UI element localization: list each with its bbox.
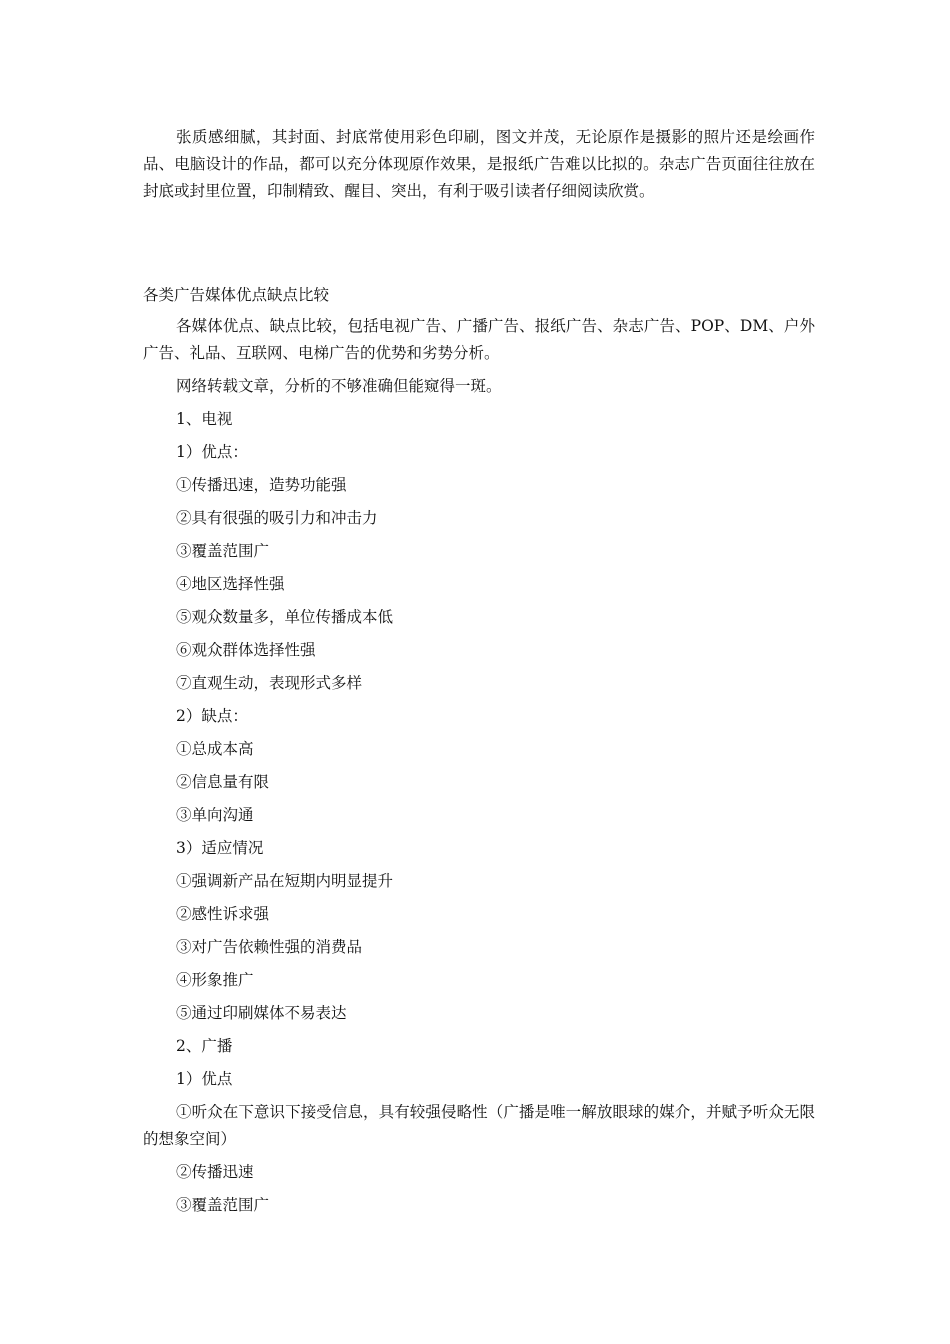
list-item: ⑦直观生动，表现形式多样 bbox=[176, 674, 363, 692]
list-subheading: 3）适应情况 bbox=[176, 839, 264, 857]
list-item: ②具有很强的吸引力和冲击力 bbox=[176, 509, 378, 527]
list-heading: 1、电视 bbox=[176, 410, 233, 428]
list-subheading: 1）优点 bbox=[176, 1070, 233, 1088]
section-title: 各类广告媒体优点缺点比较 bbox=[143, 286, 330, 304]
list-item: ②信息量有限 bbox=[176, 773, 270, 791]
intro-paragraph: 张质感细腻，其封面、封底常使用彩色印刷，图文并茂，无论原作是摄影的照片还是绘画作品、电脑设计的作品，都可以充分体现原作效果，是报纸广告难以比拟的。杂志广告页面往往放在封底或封里位置，印制精致、醒目、突出，有利于吸引读者仔细阅读欣赏。 bbox=[143, 128, 815, 200]
list-item: ①听众在下意识下接受信息，具有较强侵略性（广播是唯一解放眼球的媒介，并赋予听众无限的想象空间） bbox=[143, 1103, 815, 1148]
list-subheading: 1）优点： bbox=[176, 443, 248, 461]
document-page bbox=[143, 124, 815, 1214]
list-item: ③对广告依赖性强的消费品 bbox=[176, 938, 363, 956]
list-item: ①总成本高 bbox=[176, 740, 254, 758]
list-item: ③单向沟通 bbox=[176, 806, 254, 824]
document-body bbox=[143, 313, 815, 1225]
list-item: ⑤观众数量多，单位传播成本低 bbox=[176, 608, 394, 626]
list-item: ⑥观众群体选择性强 bbox=[176, 641, 316, 659]
list-item: ③覆盖范围广 bbox=[176, 542, 270, 560]
list-item: ①强调新产品在短期内明显提升 bbox=[176, 872, 394, 890]
list-item: ④形象推广 bbox=[176, 971, 254, 989]
paragraph: 各媒体优点、缺点比较，包括电视广告、广播广告、报纸广告、杂志广告、POP、DM、户外广告、礼品、互联网、电梯广告的优势和劣势分析。 bbox=[143, 317, 815, 362]
list-item: ⑤通过印刷媒体不易表达 bbox=[176, 1004, 347, 1022]
list-item: ④地区选择性强 bbox=[176, 575, 285, 593]
list-item: ②感性诉求强 bbox=[176, 905, 270, 923]
list-item: ③覆盖范围广 bbox=[176, 1196, 270, 1214]
paragraph: 网络转载文章，分析的不够准确但能窥得一斑。 bbox=[176, 377, 502, 395]
list-subheading: 2）缺点： bbox=[176, 707, 248, 725]
list-heading: 2、广播 bbox=[176, 1037, 233, 1055]
list-item: ①传播迅速，造势功能强 bbox=[176, 476, 347, 494]
list-item: ②传播迅速 bbox=[176, 1163, 254, 1181]
